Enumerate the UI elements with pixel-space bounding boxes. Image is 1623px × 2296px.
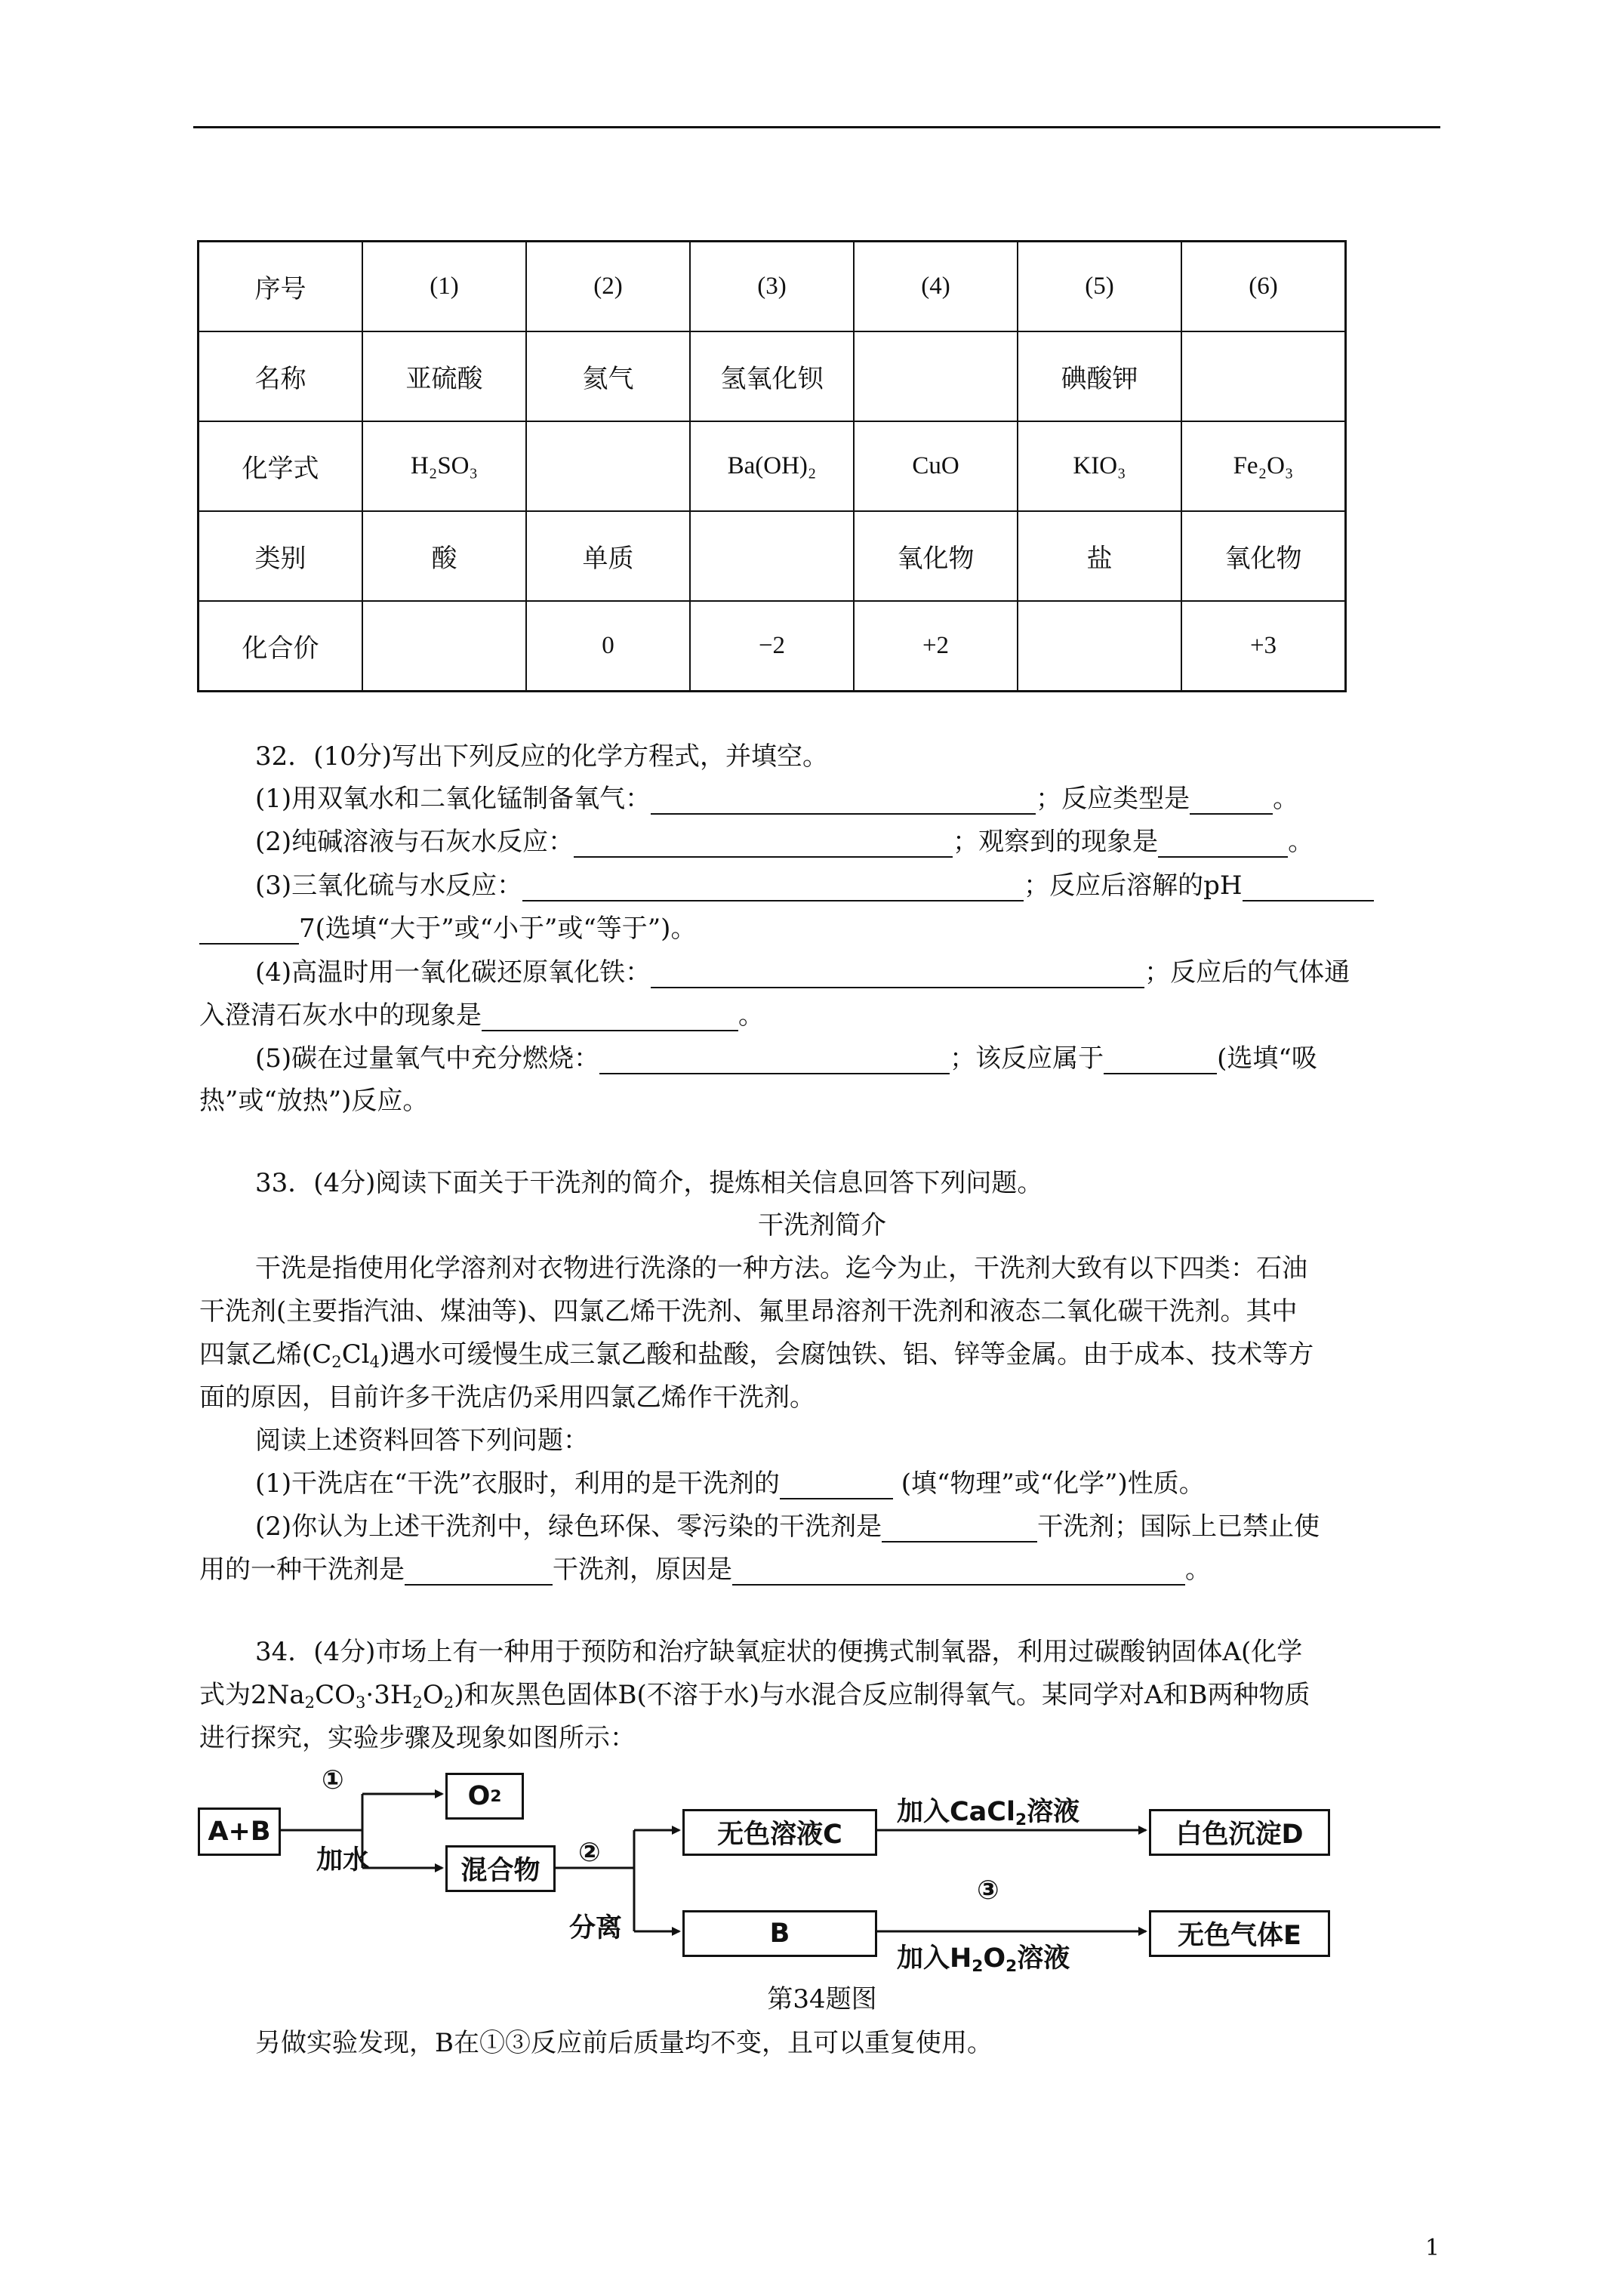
q32-part4-cont <box>199 993 1445 1038</box>
box-gas-e: 无色气体E <box>1149 1910 1330 1957</box>
q33-text: 。 <box>1185 1555 1211 1585</box>
table-row-label: 类别 <box>199 511 363 601</box>
q34-text: )和灰黑色固体B(不溶于水)与水混合反应制得氧气。某同学对A和B两种物质 <box>454 1680 1310 1710</box>
answer-blank[interactable] <box>1243 870 1374 901</box>
answer-blank[interactable] <box>780 1468 893 1499</box>
q34-text: 式为2Na <box>199 1680 305 1710</box>
q33-question2 <box>255 1504 1445 1549</box>
q33-instruction: 阅读上述资料回答下列问题： <box>255 1425 589 1456</box>
table-row <box>199 511 1346 601</box>
q32-part3-text: (3)三氧化硫与水反应： <box>255 871 523 901</box>
q32-part5-text: (5)碳在过量氧气中充分燃烧： <box>255 1043 600 1074</box>
q34-line: 进行探究，实验步骤及现象如图所示： <box>199 1723 636 1753</box>
box-mixture: 混合物 <box>445 1845 556 1892</box>
q32-part3-end: 7(选填“大于”或“小于”或“等于”)。 <box>299 914 697 944</box>
answer-blank[interactable] <box>732 1554 1185 1586</box>
table-cell: Fe₂O₃ <box>1181 421 1346 511</box>
answer-blank[interactable] <box>574 826 953 858</box>
q33-text: (1)干洗店在“干洗”衣服时，利用的是干洗剂的 <box>255 1469 780 1499</box>
q32-part1 <box>255 776 1445 821</box>
table-cell: CuO <box>854 421 1018 511</box>
header-rule <box>193 126 1440 128</box>
q32-part2-text: (2)纯碱溶液与石灰水反应： <box>255 827 574 857</box>
table-cell: (3) <box>690 242 854 332</box>
table-row-label: 名称 <box>199 331 363 421</box>
table-cell: (1) <box>362 242 526 332</box>
cacl2-text: 溶液 <box>1027 1797 1080 1827</box>
q32-part1-text2: ；反应类型是 <box>1036 784 1190 814</box>
q33-text: )遇水可缓慢生成三氯乙酸和盐酸，会腐蚀铁、铝、锌等金属。由于成本、技术等方 <box>380 1339 1314 1370</box>
table-cell <box>690 511 854 601</box>
q32-part5-text2: ；该反应属于 <box>950 1043 1104 1074</box>
table-cell <box>526 421 690 511</box>
q32-part5-cont: 热”或“放热”)反应。 <box>199 1086 429 1116</box>
q33-text: 用的一种干洗剂是 <box>199 1555 405 1585</box>
q32-part4-text2: ；反应后的气体通 <box>1144 957 1350 988</box>
q32-part5 <box>255 1036 1445 1081</box>
q32-part3 <box>255 863 1445 908</box>
box-b: B <box>682 1910 877 1957</box>
h2o2-text: O <box>983 1943 1006 1974</box>
experiment-flow-diagram <box>193 1762 1371 1981</box>
chemistry-table <box>197 240 1347 692</box>
q33-text: (2)你认为上述干洗剂中，绿色环保、零污染的干洗剂是 <box>255 1512 882 1542</box>
answer-blank[interactable] <box>199 913 299 945</box>
q33-title: 33．(4分)阅读下面关于干洗剂的简介，提炼相关信息回答下列问题。 <box>255 1168 1043 1198</box>
cacl2-text: 加入CaCl <box>897 1797 1015 1827</box>
table-cell: KIO₃ <box>1018 421 1181 511</box>
q33-text: (填“物理”或“化学”)性质。 <box>892 1469 1205 1499</box>
q32-part2-end: 。 <box>1288 827 1314 857</box>
q33-para-line: 干洗剂(主要指汽油、煤油等)、四氯乙烯干洗剂、氟里昂溶剂干洗剂和液态二氧化碳干洗剂。其中 <box>199 1296 1298 1327</box>
q34-after-text: 另做实验发现，B在①③反应前后质量均不变，且可以重复使用。 <box>255 2028 993 2058</box>
table-cell: 序号 <box>199 242 363 332</box>
subscript: 2 <box>331 1351 342 1371</box>
answer-blank[interactable] <box>882 1511 1037 1542</box>
box-precipitate-d: 白色沉淀D <box>1149 1809 1330 1856</box>
q34-text: CO <box>315 1680 356 1710</box>
q33-text: Cl <box>341 1339 370 1370</box>
subscript: 2 <box>443 1692 454 1712</box>
q32-part3-cont <box>199 906 1445 951</box>
table-row <box>199 421 1346 511</box>
table-cell: 亚硫酸 <box>362 331 526 421</box>
table-cell <box>1181 331 1346 421</box>
q32-part3-text2: ；反应后溶解的pH <box>1024 871 1243 901</box>
table-cell: 碘酸钾 <box>1018 331 1181 421</box>
table-cell: (5) <box>1018 242 1181 332</box>
table-cell: 盐 <box>1018 511 1181 601</box>
step-3-label: ③ <box>977 1875 999 1906</box>
table-cell: 氢氧化钡 <box>690 331 854 421</box>
table-cell <box>854 331 1018 421</box>
answer-blank[interactable] <box>482 1000 738 1031</box>
table-cell: (6) <box>1181 242 1346 332</box>
subscript: 2 <box>304 1692 316 1712</box>
table-cell: +2 <box>854 601 1018 692</box>
subscript: 3 <box>355 1692 366 1712</box>
q32-part1-text: (1)用双氧水和二氧化锰制备氧气： <box>255 784 651 814</box>
box-a-plus-b: A+B <box>198 1808 281 1856</box>
table-header-row <box>199 242 1346 332</box>
table-row-label: 化合价 <box>199 601 363 692</box>
add-h2o2-label <box>897 1937 1070 1976</box>
q33-question1 <box>255 1461 1445 1506</box>
q33-question2-cont <box>199 1547 1445 1592</box>
q32-part4 <box>255 950 1445 995</box>
figure-caption: 第34题图 <box>767 1984 877 2014</box>
table-cell: (4) <box>854 242 1018 332</box>
table-cell: Ba(OH)₂ <box>690 421 854 511</box>
q34-text: ·3H <box>365 1680 413 1710</box>
table-cell: 氧化物 <box>854 511 1018 601</box>
table-cell: (2) <box>526 242 690 332</box>
q32-part5-text3: (选填“吸 <box>1217 1043 1317 1074</box>
answer-blank[interactable] <box>405 1554 553 1586</box>
table-cell: H₂SO₃ <box>362 421 526 511</box>
table-cell: −2 <box>690 601 854 692</box>
q32-part4-end: 。 <box>738 1000 764 1031</box>
answer-blank[interactable] <box>651 957 1144 988</box>
table-cell: +3 <box>1181 601 1346 692</box>
subscript: 2 <box>1015 1811 1027 1830</box>
q33-heading: 干洗剂简介 <box>758 1210 886 1240</box>
table-row <box>199 601 1346 692</box>
table-cell: 氦气 <box>526 331 690 421</box>
q32-part1-end: 。 <box>1273 784 1299 814</box>
table-row <box>199 331 1346 421</box>
q33-text: 四氯乙烯(C <box>199 1339 332 1370</box>
subscript: 2 <box>972 1957 984 1977</box>
table-row-label: 化学式 <box>199 421 363 511</box>
step-2-label: ② <box>578 1838 601 1868</box>
answer-blank[interactable] <box>1190 783 1273 815</box>
o2-text: O <box>467 1781 491 1811</box>
h2o2-text: 溶液 <box>1017 1943 1070 1974</box>
table-cell: 酸 <box>362 511 526 601</box>
answer-blank[interactable] <box>1158 826 1288 858</box>
q34-line: 34．(4分)市场上有一种用于预防和治疗缺氧症状的便携式制氧器，利用过碳酸钠固体A(化学 <box>255 1637 1303 1667</box>
q33-text: 干洗剂，原因是 <box>553 1555 732 1585</box>
q32-part4-text: (4)高温时用一氧化碳还原氧化铁： <box>255 957 651 988</box>
separate-label: 分离 <box>569 1913 623 1943</box>
answer-blank[interactable] <box>1104 1043 1217 1074</box>
add-water-label: 加水 <box>316 1845 370 1875</box>
answer-blank[interactable] <box>599 1043 950 1074</box>
subscript: 4 <box>369 1351 380 1371</box>
q33-text: 干洗剂；国际上已禁止使 <box>1037 1512 1320 1542</box>
subscript: 2 <box>1006 1957 1018 1977</box>
table-cell: 0 <box>526 601 690 692</box>
q33-para-line: 面的原因，目前许多干洗店仍采用四氯乙烯作干洗剂。 <box>199 1382 815 1413</box>
q33-para-line: 干洗是指使用化学溶剂对衣物进行洗涤的一种方法。迄今为止，干洗剂大致有以下四类：石油 <box>255 1253 1307 1284</box>
q32-part4-text3: 入澄清石灰水中的现象是 <box>199 1000 482 1031</box>
table-cell <box>1018 601 1181 692</box>
page-number: 1 <box>1425 2235 1440 2261</box>
table-cell: 氧化物 <box>1181 511 1346 601</box>
q32-title: 32．(10分)写出下列反应的化学方程式，并填空。 <box>255 741 829 772</box>
box-solution-c: 无色溶液C <box>682 1809 877 1856</box>
subscript: 2 <box>490 1786 502 1806</box>
h2o2-text: 加入H <box>897 1943 972 1974</box>
step-1-label: ① <box>322 1765 344 1795</box>
q32-part2 <box>255 819 1445 864</box>
subscript: 2 <box>412 1692 423 1712</box>
table-cell: 单质 <box>526 511 690 601</box>
answer-blank[interactable] <box>522 870 1024 901</box>
answer-blank[interactable] <box>651 783 1036 815</box>
q32-part2-text2: ；观察到的现象是 <box>953 827 1159 857</box>
box-o2 <box>445 1773 524 1820</box>
table-cell <box>362 601 526 692</box>
q34-text: O <box>422 1680 444 1710</box>
add-cacl2-label <box>897 1791 1079 1829</box>
